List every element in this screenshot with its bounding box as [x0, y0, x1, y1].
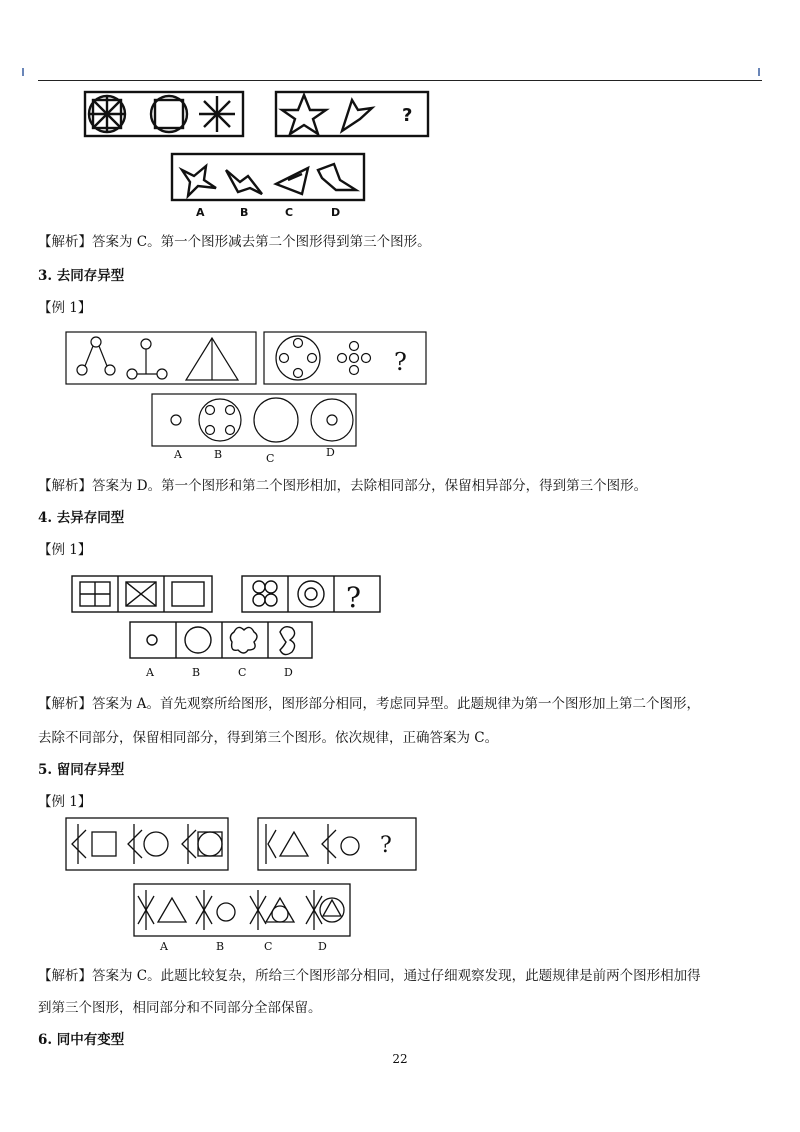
section5-example-label: 【例 1】: [38, 794, 92, 810]
section4-example-label: 【例 1】: [38, 542, 92, 558]
example2-question-mark: ?: [402, 105, 413, 126]
section3-question-mark: ?: [394, 348, 407, 376]
section5-option-label-c: C: [264, 940, 273, 953]
header-left-mark: [22, 68, 24, 76]
example2-analysis: 【解析】答案为 C。第一个图形减去第二个图形得到第三个图形。: [38, 234, 431, 250]
section5-option-label-a: A: [160, 940, 168, 953]
section3-option-label-b: B: [214, 448, 223, 461]
example2-option-label-b: B: [240, 206, 249, 219]
section4-analysis-line2: 去除不同部分，保留相同部分，得到第三个图形。依次规律，正确答案为 C。: [38, 730, 499, 746]
section5-analysis-line1: 【解析】答案为 C。此题比较复杂，所给三个图形部分相同，通过仔细观察发现，此题规律是前两个图形相加得: [38, 968, 701, 984]
section5-options-frame: [134, 884, 350, 936]
section3-analysis: 【解析】答案为 D。第一个图形和第二个图形相加，去除相同部分，保留相异部分，得到第三个图形。: [38, 478, 648, 494]
section5-option-label-d: D: [318, 940, 327, 953]
section5-option-label-b: B: [216, 940, 225, 953]
example2-option-label-d: D: [331, 206, 341, 219]
section3-options-figure: [150, 390, 360, 466]
section3-option-label-a: A: [174, 448, 182, 461]
example2-option-label-a: A: [196, 206, 205, 219]
section5-right-frame: [258, 818, 416, 870]
section4-option-label-a: A: [146, 666, 154, 679]
section3-option-label-c: C: [266, 452, 275, 465]
section5-question-figure: [64, 816, 424, 876]
example2-options-frame: [172, 154, 364, 200]
header-rule: [38, 80, 762, 81]
section4-option-label-c: C: [238, 666, 247, 679]
section4-option-label-b: B: [192, 666, 201, 679]
example2-question-figure: [80, 88, 440, 140]
section3-question-figure: [64, 330, 434, 388]
example2-option-label-c: C: [285, 206, 294, 219]
section5-question-mark: ?: [380, 833, 392, 858]
section6-heading: 6. 同中有变型: [38, 1032, 125, 1048]
section4-option-label-d: D: [284, 666, 293, 679]
section3-example-label: 【例 1】: [38, 300, 92, 316]
section4-options-figure: [128, 620, 318, 680]
section5-heading: 5. 留同存异型: [38, 762, 125, 778]
section3-heading: 3. 去同存异型: [38, 268, 125, 284]
section3-option-label-d: D: [326, 446, 335, 459]
section4-question-mark: ?: [346, 581, 362, 614]
section4-analysis-line1: 【解析】答案为 A。首先观察所给图形，图形部分相同，考虑同异型。此题规律为第一个图形加上第二个图形，: [38, 696, 701, 712]
example2-options-figure: [168, 150, 368, 222]
section3-left-frame: [66, 332, 256, 384]
header-right-mark: [758, 68, 760, 76]
section5-left-frame: [66, 818, 228, 870]
section5-analysis-line2: 到第三个图形，相同部分和不同部分全部保留。: [38, 1000, 322, 1016]
page-number: 22: [392, 1052, 408, 1066]
section4-question-figure: [70, 574, 386, 616]
section4-heading: 4. 去异存同型: [38, 510, 125, 526]
section5-options-figure: [132, 882, 356, 958]
